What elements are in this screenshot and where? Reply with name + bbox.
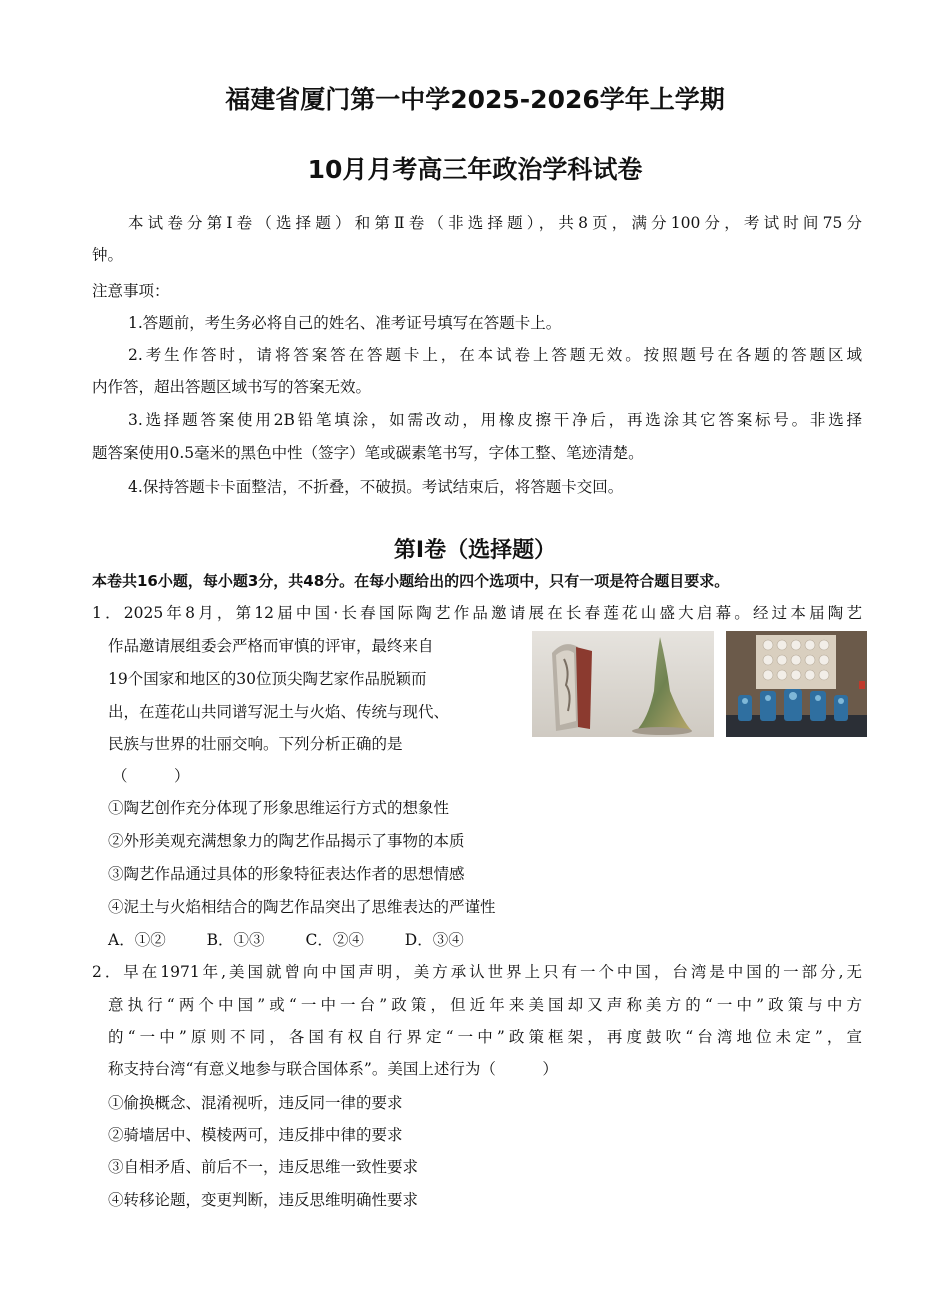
q2-line3: 的“一中”原则不同，各国有权自行界定“一中”政策框架，再度鼓吹“台湾地位未定”，宣 <box>108 1028 862 1046</box>
q1-line4: 出，在莲花山共同谱写泥土与火焰、传统与现代、 <box>108 703 450 721</box>
notice-3a: 3.选择题答案使用2B铅笔填涂，如需改动，用橡皮擦干净后，再选涂其它答案标号。非选择 <box>128 411 862 429</box>
q1-choice-d[interactable]: D．③④ <box>404 931 464 949</box>
q1-line6: （ ） <box>112 767 190 785</box>
intro-line2: 钟。 <box>92 246 124 264</box>
exam-title-line1: 福建省厦门第一中学2025-2026学年上学期 <box>225 85 725 114</box>
q1-choice-a[interactable]: A．①② <box>108 931 166 949</box>
q2-line4: 称支持台湾“有意义地参与联合国体系”。美国上述行为（ ） <box>108 1060 558 1078</box>
q1-option-3: ③陶艺作品通过具体的形象特征表达作者的思想情感 <box>108 865 465 883</box>
notice-2b: 内作答，超出答题区域书写的答案无效。 <box>92 378 372 396</box>
q2-option-3: ③自相矛盾、前后不一，违反思维一致性要求 <box>108 1158 419 1176</box>
ceramic-artwork-image-1 <box>532 631 714 737</box>
notice-1: 1.答题前，考生务必将自己的姓名、准考证号填写在答题卡上。 <box>128 314 562 332</box>
q2-line2: 意执行“两个中国”或“一中一台”政策，但近年来美国却又声称美方的“一中”政策与中方 <box>108 996 862 1014</box>
q1-choices <box>108 930 500 950</box>
notice-2a: 2.考生作答时，请将答案答在答题卡上，在本试卷上答题无效。按照题号在各题的答题区域 <box>128 346 862 364</box>
q2-option-2: ②骑墙居中、模棱两可，违反排中律的要求 <box>108 1126 403 1144</box>
q2-line1: 2．早在1971年,美国就曾向中国声明，美方承认世界上只有一个中国，台湾是中国的一部分,无 <box>92 963 862 981</box>
q1-line1: 1．2025年8月，第12届中国·长春国际陶艺作品邀请展在长春莲花山盛大启幕。经过本届陶艺 <box>92 604 862 622</box>
q1-option-1: ①陶艺创作充分体现了形象思维运行方式的想象性 <box>108 799 450 817</box>
q1-option-2: ②外形美观充满想象力的陶艺作品揭示了事物的本质 <box>108 832 465 850</box>
q1-line3: 19个国家和地区的30位顶尖陶艺家作品脱颖而 <box>108 670 427 688</box>
q1-option-4: ④泥土与火焰相结合的陶艺作品突出了思维表达的严谨性 <box>108 898 496 916</box>
section1-instruction: 本卷共16小题，每小题3分，共48分。在每小题给出的四个选项中，只有一项是符合题目要求。 <box>92 572 730 590</box>
q1-line2: 作品邀请展组委会严格而审慎的评审，最终来自 <box>108 637 434 655</box>
notice-3b: 题答案使用0.5毫米的黑色中性（签字）笔或碳素笔书写，字体工整、笔迹清楚。 <box>92 444 644 462</box>
q2-option-4: ④转移论题，变更判断，违反思维明确性要求 <box>108 1191 419 1209</box>
ceramic-artwork-illustration-1 <box>532 631 714 737</box>
notice-label: 注意事项： <box>92 282 170 300</box>
exam-title-line2: 10月月考高三年政治学科试卷 <box>307 155 643 184</box>
ceramic-exhibition-image-2 <box>726 631 867 737</box>
section1-title: 第Ⅰ卷（选择题） <box>393 538 557 563</box>
q1-line5: 民族与世界的壮丽交响。下列分析正确的是 <box>108 735 403 753</box>
q2-option-1: ①偷换概念、混淆视听，违反同一律的要求 <box>108 1094 403 1112</box>
intro-line1: 本试卷分第Ⅰ卷（选择题）和第Ⅱ卷（非选择题），共8页，满分100分，考试时间75分 <box>128 214 862 232</box>
q1-choice-c[interactable]: C．②④ <box>305 931 364 949</box>
q1-choice-b[interactable]: B．①③ <box>206 931 265 949</box>
ceramic-exhibition-illustration-2 <box>726 631 867 737</box>
notice-4: 4.保持答题卡卡面整洁，不折叠，不破损。考试结束后，将答题卡交回。 <box>128 478 624 496</box>
